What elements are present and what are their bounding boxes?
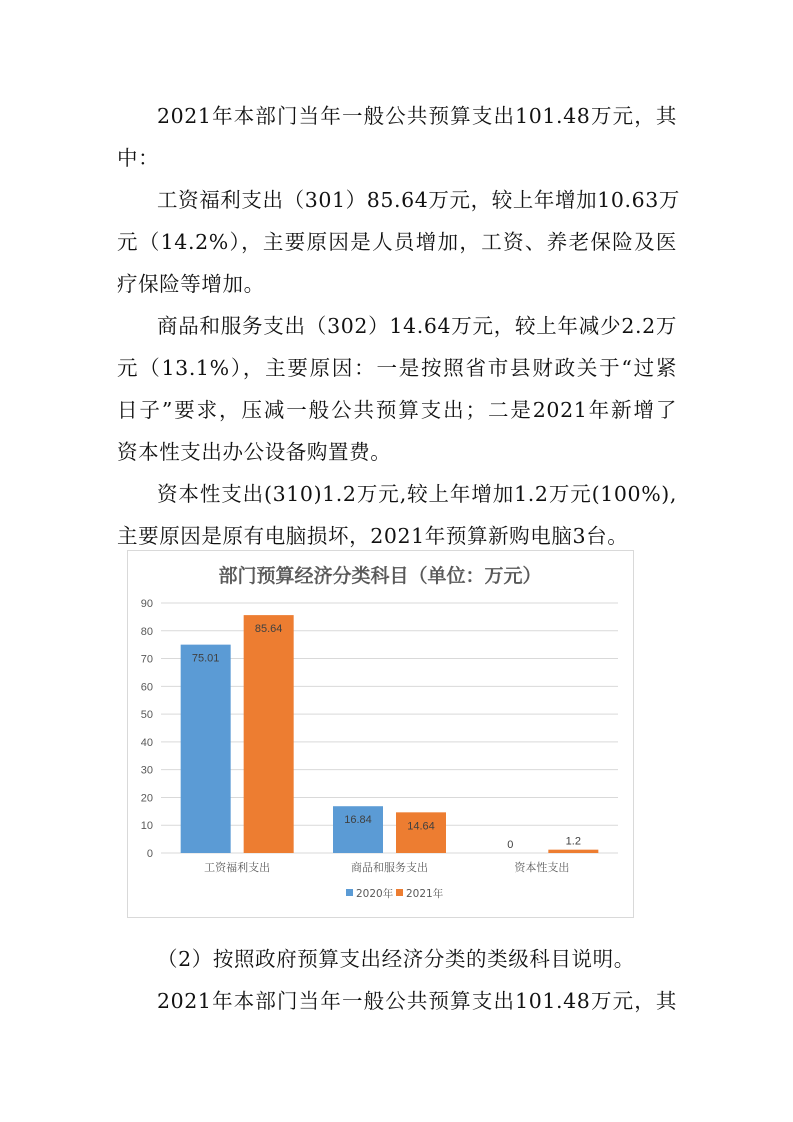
data-label: 75.01 [191,652,220,665]
paragraph-line: 工资福利支出（301）85.64万元，较上年增加10.63万 [157,188,681,212]
legend-swatch [346,889,353,896]
legend-label: 2021年 [406,888,444,900]
paragraph-line: 主要原因是原有电脑损坏，2021年预算新购电脑3台。 [117,524,629,548]
data-label: 0 [507,839,514,851]
y-tick-label: 70 [140,653,153,666]
paragraph-line: 商品和服务支出（302）14.64万元，较上年减少2.2万 [157,314,677,338]
x-category-label: 商品和服务支出 [351,861,428,874]
paragraph-line: 元（13.1%），主要原因：一是按照省市县财政关于“过紧 [117,356,677,380]
paragraph-line: 日子”要求，压减一般公共预算支出；二是2021年新增了 [117,398,677,422]
y-tick-label: 20 [140,792,153,805]
y-tick-label: 40 [140,736,153,749]
data-label: 14.64 [407,820,435,833]
chart-title: 部门预算经济分类科目（单位：万元） [218,565,542,587]
paragraph-line: 中： [117,146,160,170]
bar [396,812,446,853]
x-category-label: 资本性支出 [514,861,570,874]
paragraph-line: 疗保险等增加。 [117,272,265,296]
bar-chart [127,550,634,918]
data-label: 16.84 [344,814,372,827]
data-label: 1.2 [565,835,581,848]
legend-swatch [396,889,403,896]
bar [548,850,598,853]
y-tick-label: 10 [140,820,153,833]
y-tick-label: 80 [140,625,153,638]
legend-label: 2020年 [356,888,394,900]
y-tick-label: 90 [140,598,153,610]
x-category-label: 工资福利支出 [204,861,271,874]
chart-canvas [128,551,633,917]
y-tick-label: 0 [146,848,153,860]
y-tick-label: 50 [140,709,153,722]
y-tick-label: 60 [140,681,153,694]
y-tick-label: 30 [140,764,153,777]
paragraph-line: （2）按照政府预算支出经济分类的类级科目说明。 [157,947,635,971]
paragraph-line: 元（14.2%），主要原因是人员增加，工资、养老保险及医 [117,230,677,254]
paragraph-line: 2021年本部门当年一般公共预算支出101.48万元，其 [157,104,677,128]
paragraph-line: 资本性支出办公设备购置费。 [117,440,392,464]
bar [244,615,294,853]
bar [181,645,231,853]
data-label: 85.64 [254,623,283,636]
paragraph-line: 2021年本部门当年一般公共预算支出101.48万元，其 [157,989,677,1013]
paragraph-line: 资本性支出(310)1.2万元,较上年增加1.2万元(100%), [157,482,677,506]
